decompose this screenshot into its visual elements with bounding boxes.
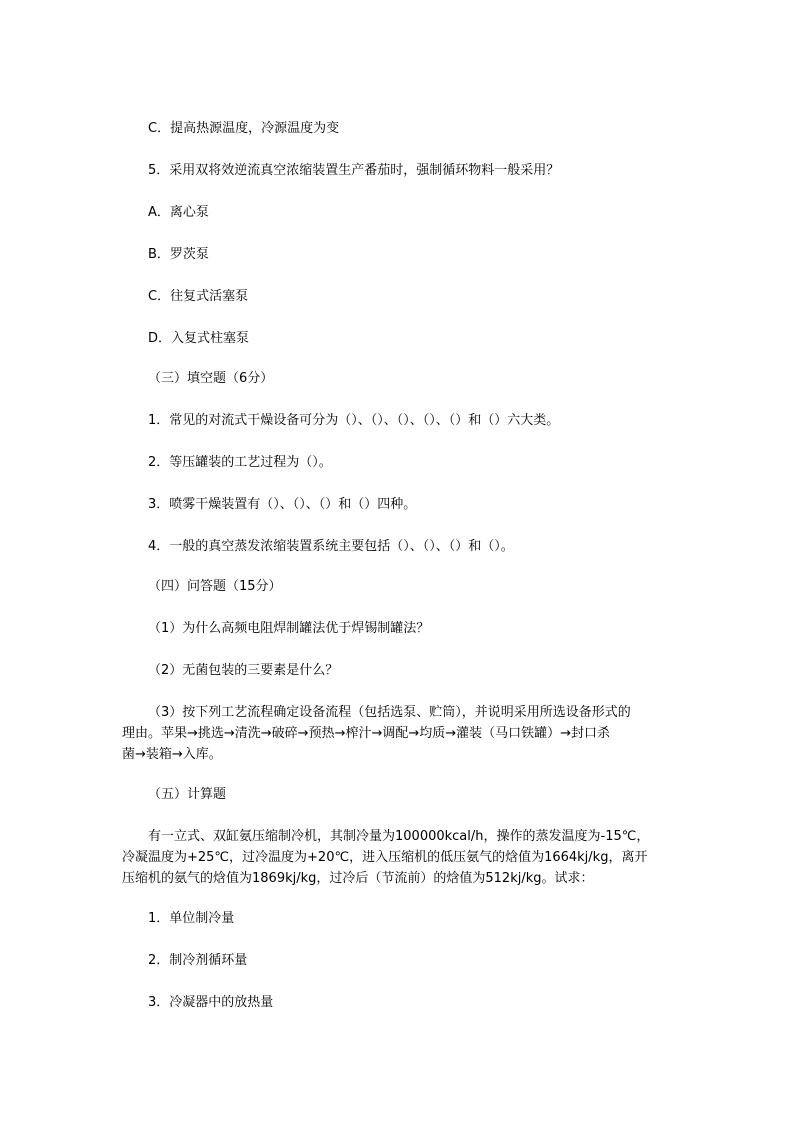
calc-question-1: 1．单位制冷量: [148, 911, 235, 926]
fill-question-3: 3．喷雾干燥装置有（）、（）、（）和（）四种。: [148, 497, 417, 512]
section-5-heading: （五）计算题: [148, 787, 227, 802]
calc-problem-line-3: 压缩机的氨气的焓值为1869kj/kg，过冷后（节流前）的焓值为512kj/kg。试求：: [122, 871, 594, 886]
question-5-option-a: A．离心泵: [148, 205, 209, 220]
calc-problem-line-2: 冷凝温度为+25℃，过冷温度为+20℃，进入压缩机的低压氨气的焓值为1664kj/kg，离开: [122, 850, 648, 865]
qa-question-2: （2）无菌包装的三要素是什么？: [148, 663, 339, 678]
qa-question-3-line-2: 理由。苹果→挑选→清洗→破碎→预热→榨汁→调配→均质→灌装（马口铁罐）→封口杀: [122, 726, 611, 741]
fill-question-2: 2．等压罐装的工艺过程为（）。: [148, 455, 332, 470]
question-5-option-c: C．往复式活塞泵: [148, 289, 249, 304]
question-5-option-d: D．入复式柱塞泵: [148, 331, 250, 346]
qa-question-3-line-1: （3）按下列工艺流程确定设备流程（包括选泵、贮筒），并说明采用所选设备形式的: [148, 705, 631, 720]
fill-question-4: 4．一般的真空蒸发浓缩装置系统主要包括（）、（）、（）和（）。: [148, 539, 514, 554]
qa-question-3-line-3: 菌→装箱→入库。: [122, 747, 222, 762]
fill-question-1: 1．常见的对流式干燥设备可分为（）、（）、（）、（）、（）和（）六大类。: [148, 413, 560, 428]
question-5: 5．采用双将效逆流真空浓缩装置生产番茄时，强制循环物料一般采用？: [148, 163, 560, 178]
qa-question-3: [122, 702, 680, 765]
question-5-option-b: B．罗茨泵: [148, 247, 209, 262]
calc-question-3: 3．冷凝器中的放热量: [148, 995, 274, 1010]
calc-problem-line-1: 有一立式、双缸氨压缩制冷机，其制冷量为100000kcal/h，操作的蒸发温度为-15℃，: [148, 829, 650, 844]
section-4-heading: （四）问答题（15分）: [148, 579, 282, 594]
qa-question-1: （1）为什么高频电阻焊制罐法优于焊锡制罐法？: [148, 621, 430, 636]
calc-question-2: 2．制冷剂循环量: [148, 953, 248, 968]
section-3-heading: （三）填空题（6分）: [148, 371, 274, 386]
option-c-previous: C．提高热源温度，冷源温度为变: [148, 121, 340, 136]
calc-problem: [122, 826, 680, 889]
